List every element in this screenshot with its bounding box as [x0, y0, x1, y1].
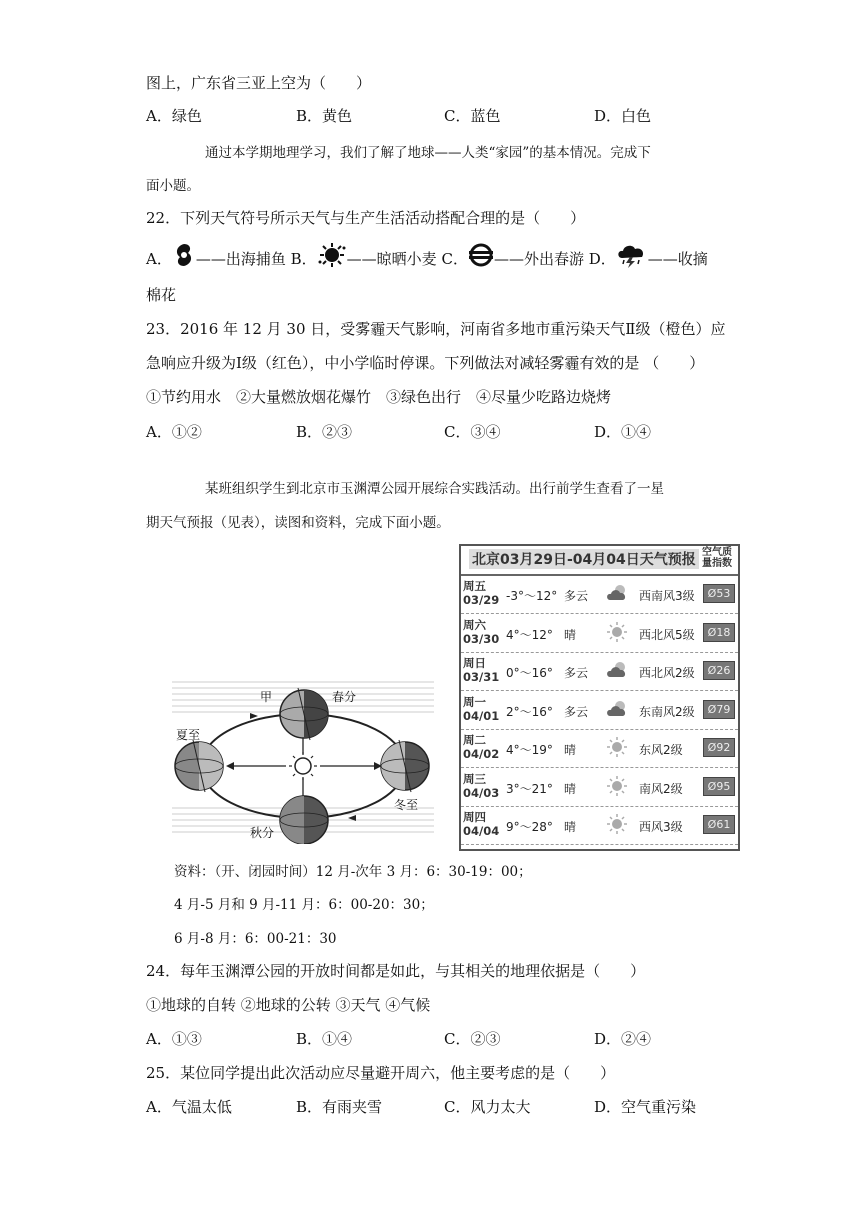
q22-option-c[interactable]	[441, 250, 588, 268]
material-line3: 6 月-8 月：6：00-21：30	[174, 931, 337, 947]
aqi-badge: Ø92	[703, 738, 735, 757]
weather-wind: 西南风3级	[639, 589, 695, 603]
weather-row	[461, 730, 738, 768]
q23-option-a[interactable]: A．①②	[146, 423, 202, 441]
q22-option-a[interactable]	[146, 250, 291, 268]
q24-stem: 24．每年玉渊潭公园的开放时间都是如此，与其相关的地理依据是（ ）	[146, 962, 646, 980]
weather-weekday: 周四	[463, 810, 486, 824]
q22-option-b-text: ——晾晒小麦	[346, 249, 437, 268]
aqi-column-title: 空气质量指数	[702, 547, 732, 569]
q23-stem-line1: 23．2016 年 12 月 30 日，受雾霾天气影响，河南省多地市重污染天气Ⅱ级（橙色）应	[146, 320, 726, 338]
aqi-value: 61	[716, 818, 731, 831]
label-spring-equinox: 春分	[332, 690, 357, 704]
weather-condition: 晴	[564, 627, 577, 642]
q22-stem: 22．下列天气符号所示天气与生产生活活动搭配合理的是（ ）	[146, 209, 586, 227]
aqi-value: 26	[716, 664, 731, 677]
cloudy-icon	[606, 659, 628, 681]
weather-wind: 东风2级	[639, 743, 683, 757]
q24-choices: ①地球的自转 ②地球的公转 ③天气 ④气候	[146, 996, 431, 1014]
q24-option-b[interactable]: B．①④	[296, 1030, 353, 1048]
weather-day	[463, 772, 499, 800]
cloudy-icon	[606, 582, 628, 604]
q25-stem: 25．某位同学提出此次活动应尽量避开周六，他主要考虑的是（ ）	[146, 1064, 616, 1082]
intro1-line1: 通过本学期地理学习，我们了解了地球——人类“家园”的基本情况。完成下	[205, 145, 651, 161]
label-winter-solstice: 冬至	[394, 798, 419, 812]
q22-option-c-text: ——外出春游	[493, 249, 584, 268]
q23-stem-line2: 急响应升级为Ⅰ级（红色），中小学临时停课。下列做法对减轻雾霾有效的是 （ ）	[146, 354, 705, 372]
weather-day	[463, 579, 499, 607]
weather-row	[461, 807, 738, 845]
weather-wind: 西北风5级	[639, 627, 695, 642]
weather-date: 03/29	[463, 593, 500, 607]
q21-stem: 图上，广东省三亚上空为（ ）	[146, 74, 372, 92]
weather-weekday: 周六	[463, 617, 486, 632]
aqi-badge: Ø18	[703, 623, 735, 642]
weather-day	[463, 733, 499, 761]
q25-option-c[interactable]: C．风力太大	[444, 1098, 531, 1116]
q25-option-d[interactable]: D．空气重污染	[594, 1098, 697, 1116]
weather-row	[461, 769, 738, 807]
sunny-icon	[606, 736, 628, 758]
cloudy-icon	[606, 698, 628, 720]
intro1-line2: 面小题。	[146, 178, 200, 194]
weather-date: 04/03	[463, 785, 500, 800]
weather-wind: 南风2级	[639, 781, 683, 796]
weather-row	[461, 692, 738, 730]
weather-condition: 多云	[564, 589, 589, 603]
weather-temp: 2°～16°	[506, 704, 553, 719]
sandstorm-icon	[317, 242, 347, 277]
earth-revolution-diagram	[172, 678, 434, 844]
q25-option-b[interactable]: B．有雨夹雪	[296, 1098, 383, 1116]
weather-date: 03/30	[463, 631, 500, 646]
weather-day	[463, 810, 499, 838]
q23-option-c[interactable]: C．③④	[444, 423, 501, 441]
q22-option-d-continuation: 棉花	[146, 286, 177, 304]
weather-wind: 西风3级	[639, 820, 683, 834]
weather-wind: 东南风2级	[639, 704, 695, 719]
weather-date: 04/04	[463, 824, 500, 838]
intro2-line1: 某班组织学生到北京市玉渊潭公园开展综合实践活动。出行前学生查看了一星	[205, 481, 664, 497]
weather-temp: 9°～28°	[506, 820, 553, 834]
q21-option-b[interactable]: B．黄色	[296, 107, 353, 125]
fog-icon	[468, 242, 494, 277]
aqi-badge: Ø95	[703, 777, 735, 796]
weather-weekday: 周三	[463, 771, 486, 786]
q23-option-d[interactable]: D．①④	[594, 423, 652, 441]
material-line2: 4 月-5 月和 9 月-11 月：6：00-20：30；	[174, 897, 434, 913]
weather-date: 04/01	[463, 708, 500, 723]
weather-condition: 晴	[564, 820, 577, 834]
aqi-badge: Ø53	[703, 584, 735, 603]
weather-day	[463, 656, 499, 684]
q22-option-d-text: ——收摘	[647, 249, 708, 268]
weather-weekday: 周日	[463, 656, 486, 670]
aqi-badge: Ø61	[703, 815, 735, 834]
material-line1: 资料：（开、闭园时间）12 月-次年 3 月：6：30-19：00；	[174, 864, 532, 880]
q24-option-a[interactable]: A．①③	[146, 1030, 202, 1048]
q24-option-d[interactable]: D．②④	[594, 1030, 652, 1048]
q22-option-b-prefix: B．	[290, 249, 317, 268]
aqi-badge: Ø79	[703, 700, 735, 719]
weather-row	[461, 576, 738, 614]
weather-wind: 西北风2级	[639, 666, 695, 680]
q22-option-a-text: ——出海捕鱼	[195, 249, 286, 268]
typhoon-icon	[172, 242, 196, 277]
aqi-value: 92	[716, 741, 731, 754]
q23-choices: ①节约用水 ②大量燃放烟花爆竹 ③绿色出行 ④尽量少吃路边烧烤	[146, 388, 612, 406]
q23-option-b[interactable]: B．②③	[296, 423, 353, 441]
weather-day	[463, 695, 499, 723]
weather-temp: 0°～16°	[506, 666, 553, 680]
q21-option-d[interactable]: D．白色	[594, 107, 652, 125]
q22-options-row	[146, 242, 708, 270]
weather-condition: 晴	[564, 781, 577, 796]
q25-option-a[interactable]: A．气温太低	[146, 1098, 232, 1116]
weather-day	[463, 618, 499, 646]
weather-date: 04/02	[463, 747, 500, 761]
sunny-icon	[606, 621, 628, 643]
q21-option-a[interactable]: A．绿色	[146, 107, 202, 125]
sunny-icon	[606, 813, 628, 835]
weather-temp: 4°～19°	[506, 743, 553, 757]
weather-temp: -3°～12°	[506, 589, 558, 603]
weather-weekday: 周五	[463, 579, 486, 593]
weather-condition: 多云	[564, 704, 589, 719]
weather-temp: 3°～21°	[506, 781, 553, 796]
weather-forecast-table	[459, 544, 740, 851]
label-summer-solstice: 夏至	[176, 728, 201, 742]
weather-row	[461, 653, 738, 691]
weather-row	[461, 615, 738, 653]
weather-date: 03/31	[463, 670, 500, 684]
weather-table-title: 北京03月29日-04月04日天气预报	[469, 549, 699, 569]
intro2-line2: 期天气预报（见表），读图和资料，完成下面小题。	[146, 515, 450, 531]
weather-weekday: 周二	[463, 733, 486, 747]
aqi-value: 79	[716, 702, 731, 716]
weather-weekday: 周一	[463, 694, 486, 709]
weather-table-header	[461, 546, 738, 576]
label-jia: 甲	[260, 690, 273, 704]
label-autumn-equinox: 秋分	[250, 826, 275, 840]
aqi-value: 95	[716, 779, 731, 793]
q22-option-d[interactable]	[589, 250, 708, 268]
weather-temp: 4°～12°	[506, 627, 553, 642]
weather-condition: 晴	[564, 743, 577, 757]
q22-option-a-prefix: A．	[146, 249, 172, 268]
q22-option-c-prefix: C．	[441, 249, 468, 268]
sunny-icon	[606, 775, 628, 797]
aqi-value: 18	[716, 625, 731, 639]
aqi-badge: Ø26	[703, 661, 735, 680]
aqi-value: 53	[716, 587, 731, 600]
thunderstorm-icon	[616, 242, 648, 277]
q24-option-c[interactable]: C．②③	[444, 1030, 501, 1048]
q22-option-d-prefix: D．	[588, 249, 616, 268]
weather-condition: 多云	[564, 666, 589, 680]
q22-option-b[interactable]	[291, 250, 442, 268]
q21-option-c[interactable]: C．蓝色	[444, 107, 501, 125]
